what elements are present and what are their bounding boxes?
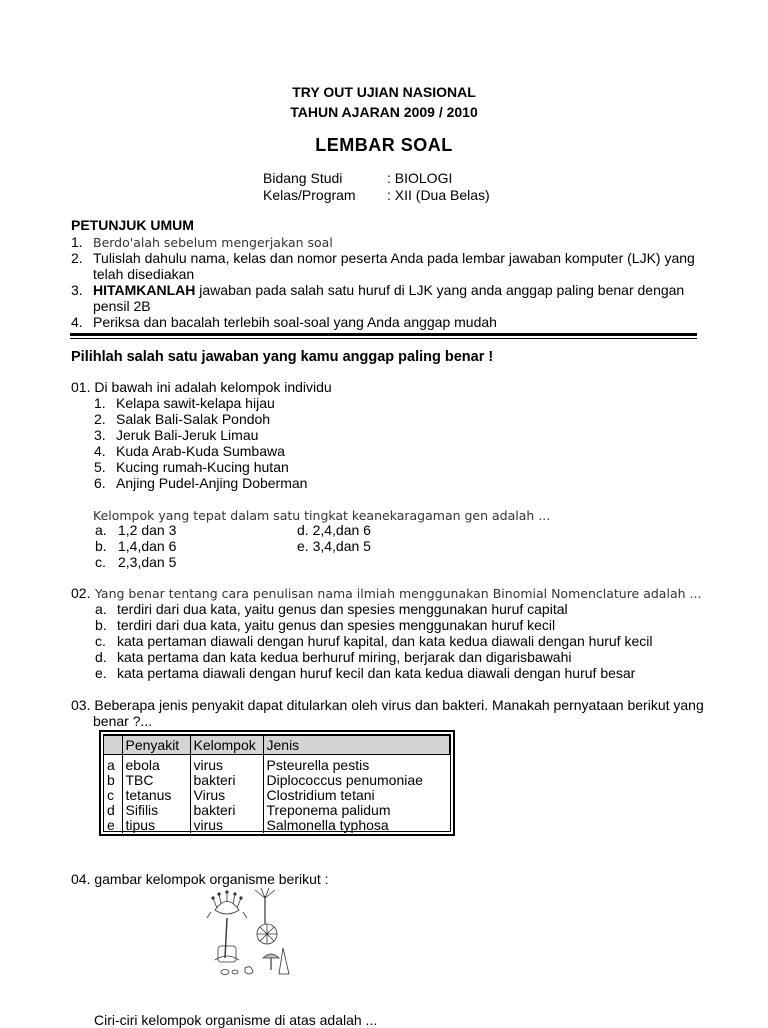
q2-option-e-letter: e. xyxy=(95,665,107,681)
table-row xyxy=(104,788,450,803)
q2-option-b: terdiri dari dua kata, yaitu genus dan spesies menggunakan huruf kecil xyxy=(117,617,556,633)
q2-stem: Yang benar tentang cara penulisan nama ilmiah menggunakan Binomial Nomenclature adalah ... xyxy=(95,586,702,601)
q3-row-d-jenis: Treponema palidum xyxy=(263,803,450,818)
q2-option-a-letter: a. xyxy=(95,601,107,617)
instruction-4-text: Periksa dan bacalah terlebih soal-soal yang Anda anggap mudah xyxy=(93,314,497,330)
q1-option-e: e. 3,4,dan 5 xyxy=(297,538,371,554)
q1-item-3-text: Jeruk Bali-Jeruk Limau xyxy=(116,427,259,443)
instruction-2-continued: telah disediakan xyxy=(93,266,195,282)
instruction-3-line xyxy=(93,282,684,298)
q3-row-e-letter: e xyxy=(107,817,115,833)
q1-option-c: 2,3,dan 5 xyxy=(118,554,177,570)
q3-row-a-kelompok: virus xyxy=(190,758,263,773)
q3-row-b-jenis: Diplococcus penumoniae xyxy=(263,773,450,788)
divider-thin xyxy=(70,338,697,339)
instruction-3-continued: pensil 2B xyxy=(93,298,151,314)
directive: Pilihlah salah satu jawaban yang kamu anggap paling benar ! xyxy=(71,349,494,365)
instruction-4-number: 4. xyxy=(71,314,83,330)
q1-item-4-text: Kuda Arab-Kuda Sumbawa xyxy=(116,443,285,459)
q1-option-b-letter: b. xyxy=(95,538,107,554)
q1-stem: 01. Di bawah ini adalah kelompok individu xyxy=(71,379,332,395)
class-value: : XII (Dua Belas) xyxy=(387,187,490,203)
q1-option-b: 1,4,dan 6 xyxy=(118,538,177,554)
table-row xyxy=(104,758,450,773)
q2-option-e: kata pertama diawali dengan huruf kecil dan kata kedua diawali dengan huruf besar xyxy=(117,665,636,681)
q1-item-1-text: Kelapa sawit-kelapa hijau xyxy=(116,395,275,411)
q3-row-b-letter: b xyxy=(107,772,115,788)
q3-row-b-penyakit: TBC xyxy=(122,773,190,788)
divider-thick xyxy=(70,333,697,336)
q3-row-d-kelompok: bakteri xyxy=(190,803,263,818)
instructions-heading: PETUNJUK UMUM xyxy=(71,217,194,233)
q1-item-3-number: 3. xyxy=(94,427,106,443)
instruction-3-emphasis: HITAMKANLAH xyxy=(93,282,196,298)
q3-header-jenis: Jenis xyxy=(263,736,450,755)
q1-item-1-number: 1. xyxy=(94,395,106,411)
q3-table-header-row xyxy=(104,736,450,755)
instruction-1-text: Berdo'alah sebelum mengerjakan soal xyxy=(93,235,333,250)
q1-item-2-text: Salak Bali-Salak Pondoh xyxy=(116,411,271,427)
q2-option-c-letter: c. xyxy=(95,633,106,649)
q1-item-5-text: Kucing rumah-Kucing hutan xyxy=(116,459,289,475)
q3-header-penyakit: Penyakit xyxy=(122,736,190,755)
instruction-1-number: 1. xyxy=(71,234,83,250)
q3-row-c-penyakit: tetanus xyxy=(122,788,190,803)
q3-row-d-letter: d xyxy=(107,802,115,818)
q3-row-e-penyakit: tipus xyxy=(122,818,190,833)
instruction-3-text: jawaban pada salah satu huruf di LJK yang anda anggap paling benar dengan xyxy=(195,282,685,298)
q3-table-header-blank xyxy=(104,736,122,755)
header-line-1: TRY OUT UJIAN NASIONAL xyxy=(292,84,476,100)
q1-option-d: d. 2,4,dan 6 xyxy=(297,522,371,538)
table-row xyxy=(104,773,450,788)
q1-option-c-letter: c. xyxy=(95,554,106,570)
q2-option-a: terdiri dari dua kata, yaitu genus dan spesies menggunakan huruf capital xyxy=(117,601,568,617)
q3-stem-continued: benar ?... xyxy=(93,713,153,729)
q4-question: Ciri-ciri kelompok organisme di atas adalah ... xyxy=(94,1012,378,1028)
q3-row-c-jenis: Clostridium tetani xyxy=(263,788,450,803)
table-row xyxy=(104,803,450,818)
q3-stem: 03. Beberapa jenis penyakit dapat ditularkan oleh virus dan bakteri. Manakah pernyataan berikut yang xyxy=(71,697,704,713)
q2-option-c: kata pertaman diawali dengan huruf kapital, dan kata kedua diawali dengan huruf kecil xyxy=(117,633,653,649)
header-line-2: TAHUN AJARAN 2009 / 2010 xyxy=(290,104,478,120)
q3-row-e-kelompok: virus xyxy=(190,818,263,833)
q1-item-5-number: 5. xyxy=(94,459,106,475)
q3-table xyxy=(99,730,455,836)
q3-row-d-penyakit: Sifilis xyxy=(122,803,190,818)
fungi-illustration xyxy=(205,888,295,978)
q2-option-d-letter: d. xyxy=(95,649,107,665)
q3-header-kelompok: Kelompok xyxy=(190,736,263,755)
q1-item-6-number: 6. xyxy=(94,475,106,491)
q2-option-b-letter: b. xyxy=(95,617,107,633)
q3-row-c-kelompok: Virus xyxy=(190,788,263,803)
page-title: LEMBAR SOAL xyxy=(315,135,453,155)
q3-table-frame xyxy=(103,734,451,832)
subject-value: : BIOLOGI xyxy=(387,170,453,186)
q3-row-e-jenis: Salmonella typhosa xyxy=(263,818,450,833)
q1-question: Kelompok yang tepat dalam satu tingkat keanekaragaman gen adalah ... xyxy=(93,508,551,523)
q3-row-a-penyakit: ebola xyxy=(122,758,190,773)
instruction-2-text: Tulislah dahulu nama, kelas dan nomor peserta Anda pada lembar jawaban komputer (LJK) yang xyxy=(93,250,695,266)
q3-row-b-kelompok: bakteri xyxy=(190,773,263,788)
q1-option-a-letter: a. xyxy=(95,522,107,538)
q3-table-grid xyxy=(104,735,450,833)
q1-item-2-number: 2. xyxy=(94,411,106,427)
q3-row-a-letter: a xyxy=(107,757,115,773)
instruction-2-number: 2. xyxy=(71,250,83,266)
q4-stem: 04. gambar kelompok organisme berikut : xyxy=(71,871,329,887)
table-row xyxy=(104,818,450,833)
subject-label: Bidang Studi xyxy=(263,170,343,186)
q3-row-c-letter: c xyxy=(107,787,114,803)
q2-option-d: kata pertama dan kata kedua berhuruf miring, berjarak dan digarisbawahi xyxy=(117,649,572,665)
q2-number: 02. xyxy=(71,585,91,601)
q1-option-a: 1,2 dan 3 xyxy=(118,522,177,538)
q1-item-4-number: 4. xyxy=(94,443,106,459)
q3-row-a-jenis: Psteurella pestis xyxy=(263,758,450,773)
instruction-3-number: 3. xyxy=(71,282,83,298)
q1-item-6-text: Anjing Pudel-Anjing Doberman xyxy=(116,475,308,491)
class-label: Kelas/Program xyxy=(263,187,356,203)
